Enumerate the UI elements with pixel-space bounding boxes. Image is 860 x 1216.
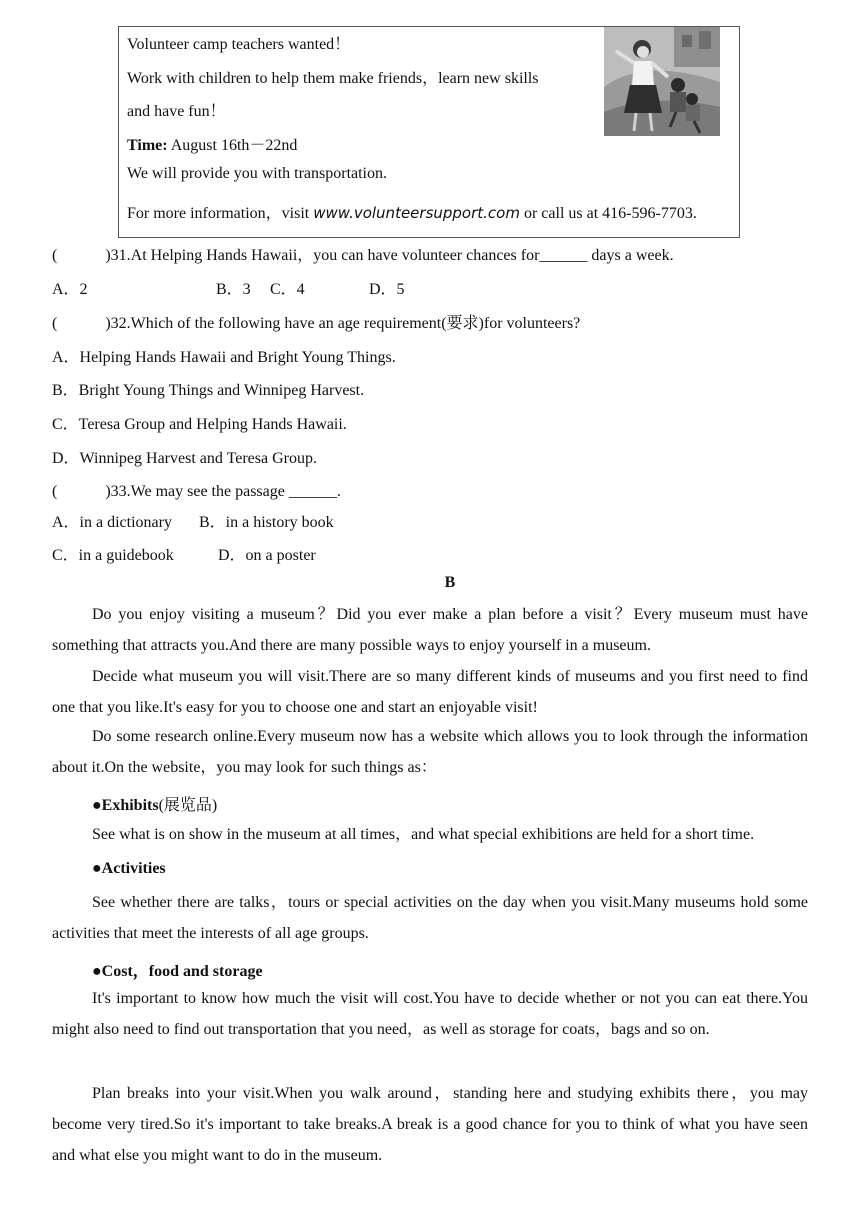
ad-headline: Volunteer camp teachers wanted！: [127, 36, 351, 53]
ad-url: www.volunteersupport.com: [313, 204, 520, 222]
ad-contact: [127, 200, 697, 223]
bullet-activities-title: ●Activities: [92, 860, 166, 877]
bullet-exhibits-note: (展览品): [158, 797, 218, 814]
paragraph-2: Decide what museum you will visit.There are so many different kinds of museums and you first need to find one that you like.It's easy for you to choose one and start an enjoyable visit!: [52, 668, 808, 716]
question-32-stem: ( )32.Which of the following have an age requirement(要求)for volunteers?: [52, 315, 581, 332]
ad-line-fun: and have fun！: [127, 103, 226, 120]
paragraph-7: Plan breaks into your visit.When you walk around，standing here and studying exhibits there，you may become very tired.So it's important to take breaks.A break is a good chance for you to think of what you have seen and what else you might want to do in the museum.: [52, 1085, 808, 1164]
bullet-exhibits: [92, 792, 217, 815]
question-31-option-b: B．3: [216, 281, 251, 298]
question-31-option-c: C．4: [270, 281, 305, 298]
ad-transportation: We will provide you with transportation.: [127, 165, 387, 182]
ad-time: [127, 132, 297, 155]
volunteer-illustration: [604, 27, 720, 136]
question-33-option-a: A．in a dictionary: [52, 514, 172, 531]
question-31-option-a: A．2: [52, 281, 88, 298]
question-33-option-d: D．on a poster: [218, 547, 316, 564]
bullet-cost: [92, 958, 263, 981]
question-32-option-a: A．Helping Hands Hawaii and Bright Young Things.: [52, 349, 396, 366]
bullet-exhibits-title: ●Exhibits: [92, 797, 159, 814]
section-b-heading: B: [444, 574, 456, 591]
paragraph-5: See whether there are talks，tours or special activities on the day when you visit.Many museums hold some activities that meet the interests of all age groups.: [52, 894, 808, 942]
question-32-option-c: C．Teresa Group and Helping Hands Hawaii.: [52, 416, 347, 433]
question-33-option-b: B．in a history book: [199, 514, 334, 531]
ad-contact-pre: For more information，visit: [127, 205, 314, 222]
ad-contact-post: or call us at 416-596-7703.: [519, 205, 697, 222]
paragraph-6: It's important to know how much the visit will cost.You have to decide whether or not you can eat there.You might also need to find out transportation that you need，as well as storage for coats，bags and so on.: [52, 990, 808, 1038]
question-32-option-d: D．Winnipeg Harvest and Teresa Group.: [52, 450, 317, 467]
paragraph-1: Do you enjoy visiting a museum？Did you ever make a plan before a visit？Every museum must have something that attracts you.And there are many possible ways to enjoy yourself in a museum.: [52, 606, 808, 654]
bullet-cost-title: ●Cost，food and storage: [92, 963, 263, 980]
paragraph-3: Do some research online.Every museum now has a website which allows you to look through the information about it.On the website，you may look for such things as：: [52, 728, 808, 776]
question-32-option-b: B．Bright Young Things and Winnipeg Harvest.: [52, 382, 365, 399]
question-31-option-d: D．5: [369, 281, 405, 298]
bullet-activities: [92, 860, 166, 878]
question-33-stem: ( )33.We may see the passage ______.: [52, 483, 341, 500]
ad-time-label: Time:: [127, 137, 168, 154]
ad-time-value: August 16th－22nd: [167, 137, 298, 154]
question-31-stem: ( )31.At Helping Hands Hawaii，you can have volunteer chances for______ days a week.: [52, 247, 674, 264]
question-33-option-c: C．in a guidebook: [52, 547, 174, 564]
ad-line-work: Work with children to help them make friends，learn new skills: [127, 70, 539, 87]
paragraph-4: See what is on show in the museum at all times，and what special exhibitions are held for a short time.: [92, 826, 755, 843]
